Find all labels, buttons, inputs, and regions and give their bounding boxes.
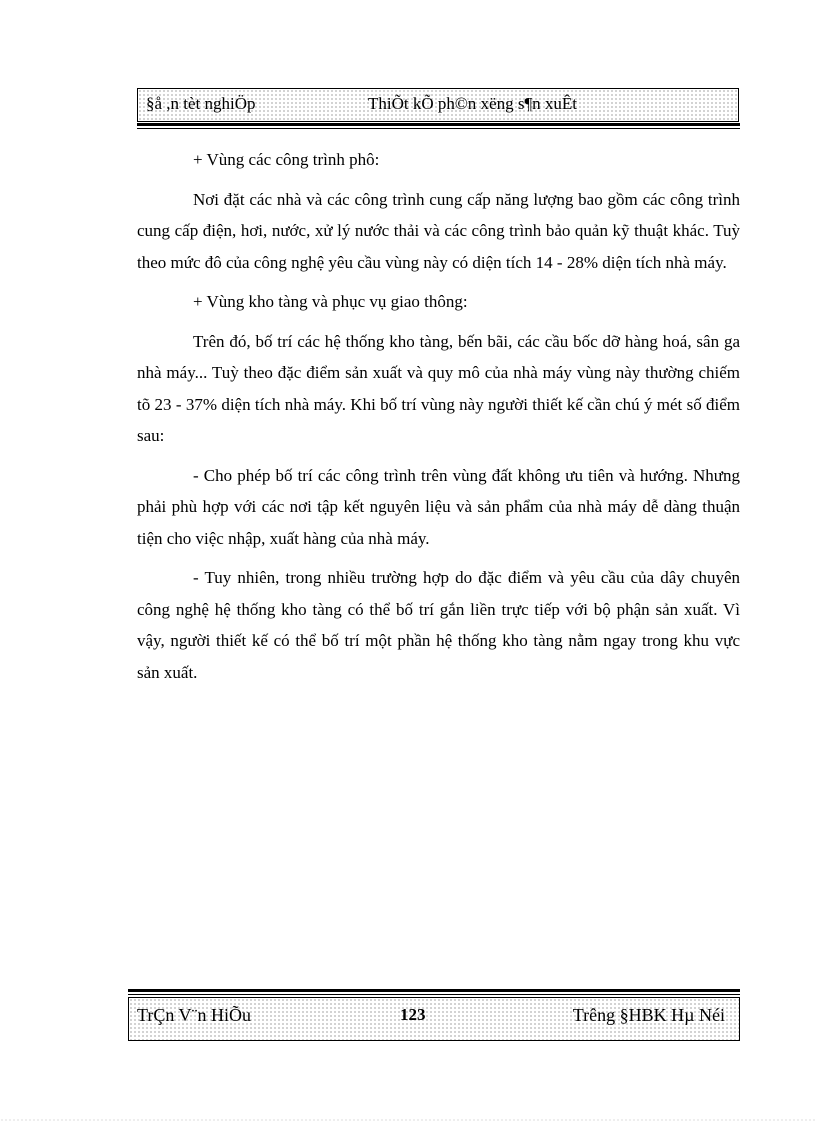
page-header xyxy=(137,88,739,122)
paragraph: Trên đó, bố trí các hệ thống kho tàng, bến bãi, các cầu bốc dỡ hàng hoá, sân ga nhà máy... Tuỳ theo đặc điểm sản xuất và quy mô của nhà máy vùng này thường chiếm tõ 23 - 37% diện tích nhà máy. Khi bố trí vùng này người thiết kế cần chú ý mét số điểm sau: xyxy=(137,331,740,445)
header-rule-thick xyxy=(137,123,740,126)
page-number: 123 xyxy=(400,1005,426,1024)
body-text xyxy=(137,144,740,696)
footer-author: TrÇn V¨n HiÕu xyxy=(137,1005,252,1025)
footer-rule-thin xyxy=(128,994,740,995)
header-document-type: §å ,n tèt nghiÖp xyxy=(146,94,256,113)
page-footer xyxy=(128,997,740,1041)
paragraph: + Vùng các công trình phô: xyxy=(193,150,380,169)
header-rule-thin xyxy=(137,128,740,129)
bottom-dotted-line xyxy=(0,1119,816,1121)
header-document-title: ThiÕt kÕ ph©n xëng s¶n xuÊt xyxy=(368,94,578,113)
paragraph: Nơi đặt các nhà và các công trình cung cấp năng lượng bao gồm các công trình cung cấp điện, hơi, nước, xử lý nước thải và các công trình bảo quản kỹ thuật khác. Tuỳ theo mức đô của công nghệ yêu cầu vùng này có diện tích 14 - 28% diện tích nhà máy. xyxy=(137,189,740,272)
footer-rule-thick xyxy=(128,989,740,992)
footer-institution: Trêng §HBK Hµ Néi xyxy=(572,1005,725,1025)
paragraph: - Tuy nhiên, trong nhiều trường hợp do đặc điểm và yêu cầu của dây chuyên công nghệ hệ thống kho tàng có thể bố trí gắn liền trực tiếp với bộ phận sản xuất. Vì vậy, người thiết kế có thể bố trí một phần hệ thống kho tàng nằm ngay trong khu vực sản xuất. xyxy=(137,568,740,682)
paragraph: - Cho phép bố trí các công trình trên vùng đất không ưu tiên và hướng. Nhưng phải phù hợp với các nơi tập kết nguyên liệu và sản phẩm của nhà máy dễ dàng thuận tiện cho việc nhập, xuất hàng của nhà máy. xyxy=(137,465,740,548)
paragraph: + Vùng kho tàng và phục vụ giao thông: xyxy=(193,292,468,311)
